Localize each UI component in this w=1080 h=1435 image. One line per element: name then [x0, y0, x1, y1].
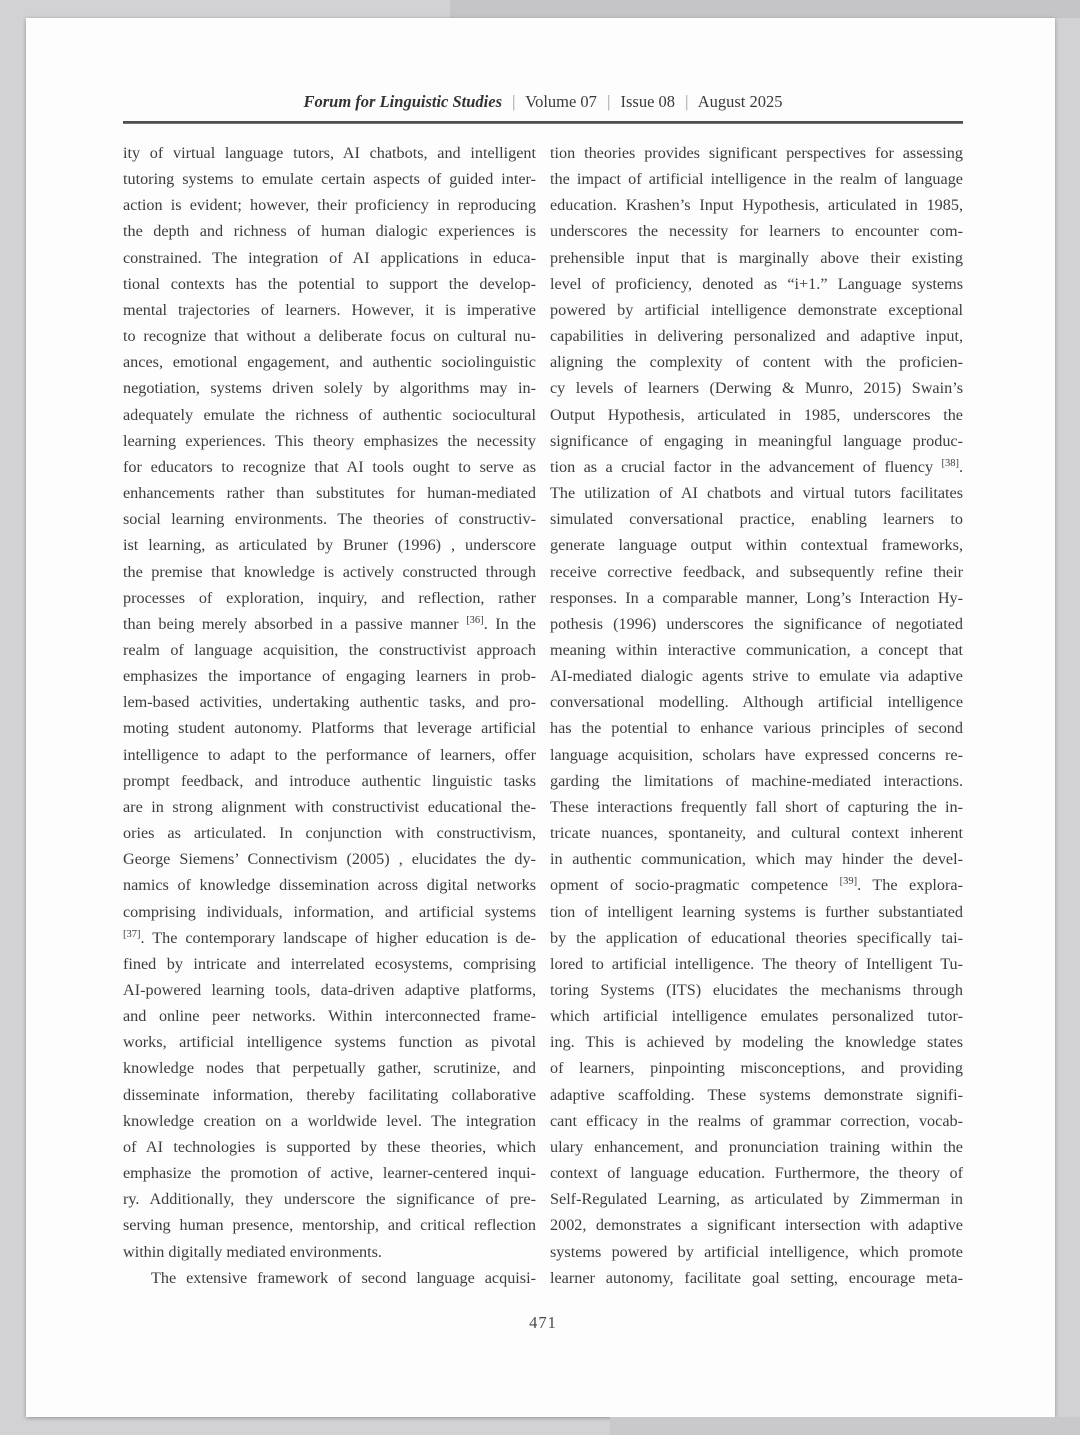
text-line: mental trajectories of learners. However, it is imperative — [123, 300, 536, 319]
text-line: meaning within interactive communication, a concept that — [550, 640, 963, 659]
date-label: August 2025 — [697, 92, 783, 111]
text-line: generate language output within contextual frameworks, — [550, 536, 963, 555]
text-line: significance of engaging in meaningful language produc- — [550, 431, 963, 450]
citation-reference: [39] — [839, 876, 858, 888]
text-line: than being merely absorbed in a passive manner [36]. In the — [123, 614, 536, 633]
text-line: emphasize the promotion of active, learner-centered inqui- — [123, 1164, 536, 1183]
left-column — [123, 140, 536, 1291]
body-text — [123, 140, 963, 1291]
text-line: tional contexts has the potential to support the develop- — [123, 274, 536, 293]
text-line: ances, emotional engagement, and authentic sociolinguistic — [123, 353, 536, 372]
text-line: garding the limitations of machine-mediated interactions. — [550, 771, 963, 790]
text-line: prehensible input that is marginally above their existing — [550, 248, 963, 267]
text-line: cant efficacy in the realms of grammar correction, vocab- — [550, 1111, 963, 1130]
text-line: context of language education. Furthermore, the theory of — [550, 1164, 963, 1183]
text-line: Output Hypothesis, articulated in 1985, underscores the — [550, 405, 963, 424]
text-line: to recognize that without a deliberate focus on cultural nu- — [123, 327, 536, 346]
text-line: comprising individuals, information, and artificial systems — [123, 902, 536, 921]
text-line: aligning the complexity of content with the proficien- — [550, 353, 963, 372]
text-line: tion of intelligent learning systems is further substantiated — [550, 902, 963, 921]
text-line: tricate nuances, spontaneity, and cultural context inherent — [550, 824, 963, 843]
text-line: works, artificial intelligence systems function as pivotal — [123, 1033, 536, 1052]
text-line: AI-powered learning tools, data-driven adaptive platforms, — [123, 981, 536, 999]
text-line: prompt feedback, and introduce authentic linguistic tasks — [123, 771, 536, 790]
text-line: disseminate information, thereby facilitating collaborative — [123, 1085, 536, 1104]
text-line: processes of exploration, inquiry, and reflection, rather — [123, 588, 536, 607]
citation-reference: [36] — [466, 614, 484, 626]
text-line: for educators to recognize that AI tools ought to serve as — [123, 457, 536, 476]
text-line: level of proficiency, denoted as “i+1.” Language systems — [550, 274, 963, 293]
text-line: has the potential to enhance various principles of second — [550, 719, 963, 738]
text-line: the depth and richness of human dialogic experiences is — [123, 222, 536, 241]
text-line: in authentic communication, which may hinder the devel- — [550, 850, 963, 869]
text-line: enhancements rather than substitutes for human-mediated — [123, 484, 536, 503]
text-line: namics of knowledge dissemination across digital networks — [123, 876, 536, 895]
text-line: tion as a crucial factor in the advancement of fluency [38]. — [550, 457, 963, 476]
text-line: [37]. The contemporary landscape of higher education is de- — [123, 928, 536, 947]
text-line: George Siemens’ Connectivism (2005) , elucidates the dy- — [123, 850, 536, 869]
text-line: learner autonomy, facilitate goal setting, encourage meta- — [550, 1268, 963, 1287]
text-line: language acquisition, scholars have expressed concerns re- — [550, 745, 963, 764]
text-line: adaptive scaffolding. These systems demonstrate signifi- — [550, 1085, 963, 1104]
text-line: systems powered by artificial intelligence, which promote — [550, 1242, 963, 1261]
text-line: intelligence to adapt to the performance of learners, offer — [123, 745, 536, 764]
text-line: of AI technologies is supported by these theories, which — [123, 1137, 536, 1156]
text-line: opment of socio-pragmatic competence [39]. The explora- — [550, 876, 963, 895]
text-line: tutoring systems to emulate certain aspects of guided inter- — [123, 170, 536, 189]
text-line: conversational modelling. Although artificial intelligence — [550, 693, 963, 712]
text-line: underscores the necessity for learners to encounter com- — [550, 222, 963, 241]
text-line: education. Krashen’s Input Hypothesis, articulated in 1985, — [550, 196, 963, 215]
text-line: negotiation, systems driven solely by algorithms may in- — [123, 379, 536, 398]
text-line: lem-based activities, undertaking authentic tasks, and pro- — [123, 693, 536, 712]
text-line: knowledge nodes that perpetually gather, scrutinize, and — [123, 1059, 536, 1078]
text-line: realm of language acquisition, the constructivist approach — [123, 640, 536, 659]
text-line: lored to artificial intelligence. The theory of Intelligent Tu- — [550, 954, 963, 973]
text-line: responses. In a comparable manner, Long’s Interaction Hy- — [550, 588, 963, 607]
text-line: tion theories provides significant perspectives for assessing — [550, 144, 963, 162]
header-separator: | — [685, 92, 689, 111]
header-separator: | — [607, 92, 611, 111]
document-page — [26, 18, 1055, 1417]
text-line: ry. Additionally, they underscore the significance of pre- — [123, 1190, 536, 1209]
text-line: simulated conversational practice, enabling learners to — [550, 510, 963, 529]
text-line: The extensive framework of second language acquisi- — [151, 1268, 536, 1287]
text-line: the impact of artificial intelligence in the realm of language — [550, 170, 963, 189]
text-line: powered by artificial intelligence demonstrate exceptional — [550, 300, 963, 319]
text-line: are in strong alignment with constructivist educational the- — [123, 797, 536, 816]
text-line: the premise that knowledge is actively constructed through — [123, 562, 536, 581]
issue-label: Issue 08 — [620, 92, 676, 111]
text-line: The utilization of AI chatbots and virtual tutors facilitates — [550, 484, 963, 503]
text-line: constrained. The integration of AI applications in educa- — [123, 248, 536, 267]
journal-header — [123, 92, 963, 112]
text-line: by the application of educational theories specifically tai- — [550, 928, 963, 947]
citation-reference: [38] — [941, 457, 959, 469]
text-line: ing. This is achieved by modeling the knowledge states — [550, 1033, 963, 1052]
page-number: 471 — [529, 1313, 557, 1332]
citation-reference: [37] — [123, 928, 141, 940]
text-line: AI-mediated dialogic agents strive to emulate via adaptive — [550, 667, 963, 686]
right-column — [550, 140, 963, 1291]
volume-label: Volume 07 — [525, 92, 597, 111]
text-line: which artificial intelligence emulates personalized tutor- — [550, 1007, 963, 1026]
text-line: receive corrective feedback, and subsequently refine their — [550, 562, 963, 581]
text-line: ist learning, as articulated by Bruner (1996) , underscore — [123, 536, 536, 555]
text-line: pothesis (1996) underscores the significance of negotiated — [550, 614, 963, 633]
text-line: These interactions frequently fall short of capturing the in- — [550, 797, 963, 816]
header-rule — [123, 121, 963, 124]
text-line: fined by intricate and interrelated ecosystems, comprising — [123, 954, 536, 973]
text-line: within digitally mediated environments. — [123, 1242, 382, 1261]
text-line: social learning environments. The theories of constructiv- — [123, 510, 536, 529]
text-line: ity of virtual language tutors, AI chatbots, and intelligent — [123, 144, 536, 162]
header-separator: | — [512, 92, 516, 111]
text-line: moting student autonomy. Platforms that leverage artificial — [123, 719, 536, 738]
text-line: action is evident; however, their proficiency in reproducing — [123, 196, 536, 215]
text-line: ulary enhancement, and pronunciation training within the — [550, 1137, 963, 1156]
journal-name: Forum for Linguistic Studies — [303, 92, 503, 111]
text-line: of learners, pinpointing misconceptions, and providing — [550, 1059, 963, 1078]
text-line: serving human presence, mentorship, and critical reflection — [123, 1216, 536, 1235]
text-line: ories as articulated. In conjunction with constructivism, — [123, 824, 536, 843]
text-line: Self-Regulated Learning, as articulated by Zimmerman in — [550, 1190, 963, 1209]
text-line: adequately emulate the richness of authentic sociocultural — [123, 405, 536, 424]
text-line: capabilities in delivering personalized and adaptive input, — [550, 327, 963, 346]
text-line: 2002, demonstrates a significant intersection with adaptive — [550, 1216, 963, 1235]
text-line: emphasizes the importance of engaging learners in prob- — [123, 667, 536, 686]
text-line: knowledge creation on a worldwide level. The integration — [123, 1111, 536, 1130]
text-line: learning experiences. This theory emphasizes the necessity — [123, 431, 536, 450]
text-line: and online peer networks. Within interconnected frame- — [123, 1007, 536, 1026]
text-line: cy levels of learners (Derwing & Munro, 2015) Swain’s — [550, 379, 963, 398]
text-line: toring Systems (ITS) elucidates the mechanisms through — [550, 981, 963, 999]
